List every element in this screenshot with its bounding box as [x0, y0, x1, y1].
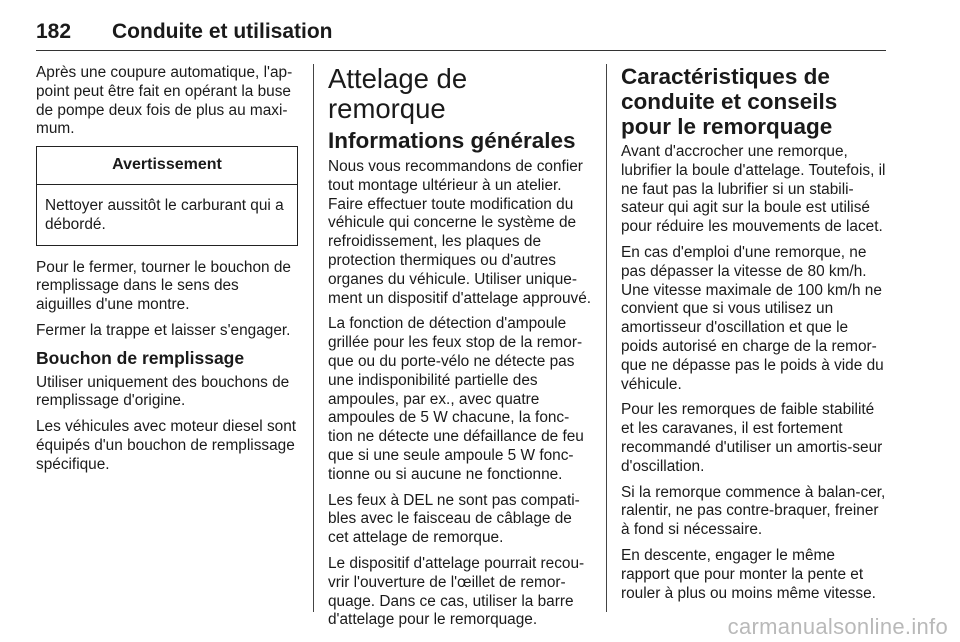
warning-box: [36, 146, 298, 245]
warning-text: Nettoyer aussitôt le carburant qui a débordé.: [45, 196, 284, 233]
warning-title: Avertissement: [37, 147, 297, 185]
column-middle: [328, 64, 592, 637]
column-divider: [606, 64, 607, 612]
section-heading: Caractéristiques de conduite et conseils pour le remorquage: [621, 64, 838, 139]
paragraph: Les véhicules avec moteur diesel sont équipés d'un bouchon de remplissage spécifique.: [36, 418, 297, 473]
column-divider: [313, 64, 314, 612]
paragraph: Utiliser uniquement des bouchons de remplissage d'origine.: [36, 373, 290, 410]
page-header: [36, 20, 886, 50]
paragraph: Avant d'accrocher une remorque, lubrifier la boule d'attelage. Toutefois, il ne faut pas la lubrifier si un stabili-sateur qui agit sur la boule est utilisé pour réduire les mouvements de lacet.: [621, 143, 886, 236]
paragraph: Après une coupure automatique, l'ap-point peut être fait en opérant la buse de pompe deux fois de plus au maxi-mum.: [36, 64, 293, 138]
watermark: carmanualsonline.info: [727, 614, 948, 639]
paragraph: Si la remorque commence à balan-cer, ralentir, ne pas contre-braquer, freiner à fond si nécessaire.: [621, 483, 886, 539]
paragraph: Fermer la trappe et laisser s'engager.: [36, 321, 291, 339]
column-left: [36, 64, 298, 482]
section-heading-bouchon: Bouchon de remplissage: [36, 347, 245, 368]
paragraph: Les feux à DEL ne sont pas compati-bles avec le faisceau de câblage de cet attelage de remorque.: [328, 491, 580, 547]
section-heading: Informations générales: [328, 128, 576, 153]
page-number: 182: [36, 20, 72, 43]
paragraph: En cas d'emploi d'une remorque, ne pas dépasser la vitesse de 80 km/h. Une vitesse maximale de 100 km/h ne convient que si vous utilisez un amortisseur d'oscillation et que le poids autorisé en charge de la remor-que ne dépasse pas le poids à vide du véhicule.: [621, 243, 884, 393]
chapter-heading: Attelage de remorque: [328, 63, 468, 124]
paragraph: Le dispositif d'attelage pourrait recou-vrir l'ouverture de l'œillet de remor-quage. Dans ce cas, utiliser la barre d'attelage pour le remorquage.: [328, 554, 585, 629]
paragraph: En descente, engager le même rapport que pour monter la pente et rouler à plus ou moins même vitesse.: [621, 546, 876, 602]
paragraph: La fonction de détection d'ampoule grillée pour les feux stop de la remor-que ou du porte-vélo ne détecte pas une indisponibilité partielle des ampoules, par ex., avec quatre ampoules de 5 W chacune, la fonc-tion ne détecte une défaillance de feu que si une seule ampoule 5 W fonc-tionne ou si aucune ne fonctionne.: [328, 315, 584, 483]
header-divider: [36, 50, 886, 51]
paragraph: Pour le fermer, tourner le bouchon de remplissage dans le sens des aiguilles d'une montre.: [36, 258, 291, 314]
column-right: [621, 64, 887, 610]
page-title: Conduite et utilisation: [112, 20, 333, 43]
paragraph: Nous vous recommandons de confier tout montage ultérieur à un atelier. Faire effectuer toute modification du véhicule qui concerne le système de refroidissement, les plaques de protection thermiques ou d'autres organes du véhicule. Utiliser unique-ment un dispositif d'attelage approuvé.: [328, 158, 592, 307]
paragraph: Pour les remorques de faible stabilité et les caravanes, il est fortement recommandé d'utiliser un amortis-seur d'oscillation.: [621, 401, 883, 475]
